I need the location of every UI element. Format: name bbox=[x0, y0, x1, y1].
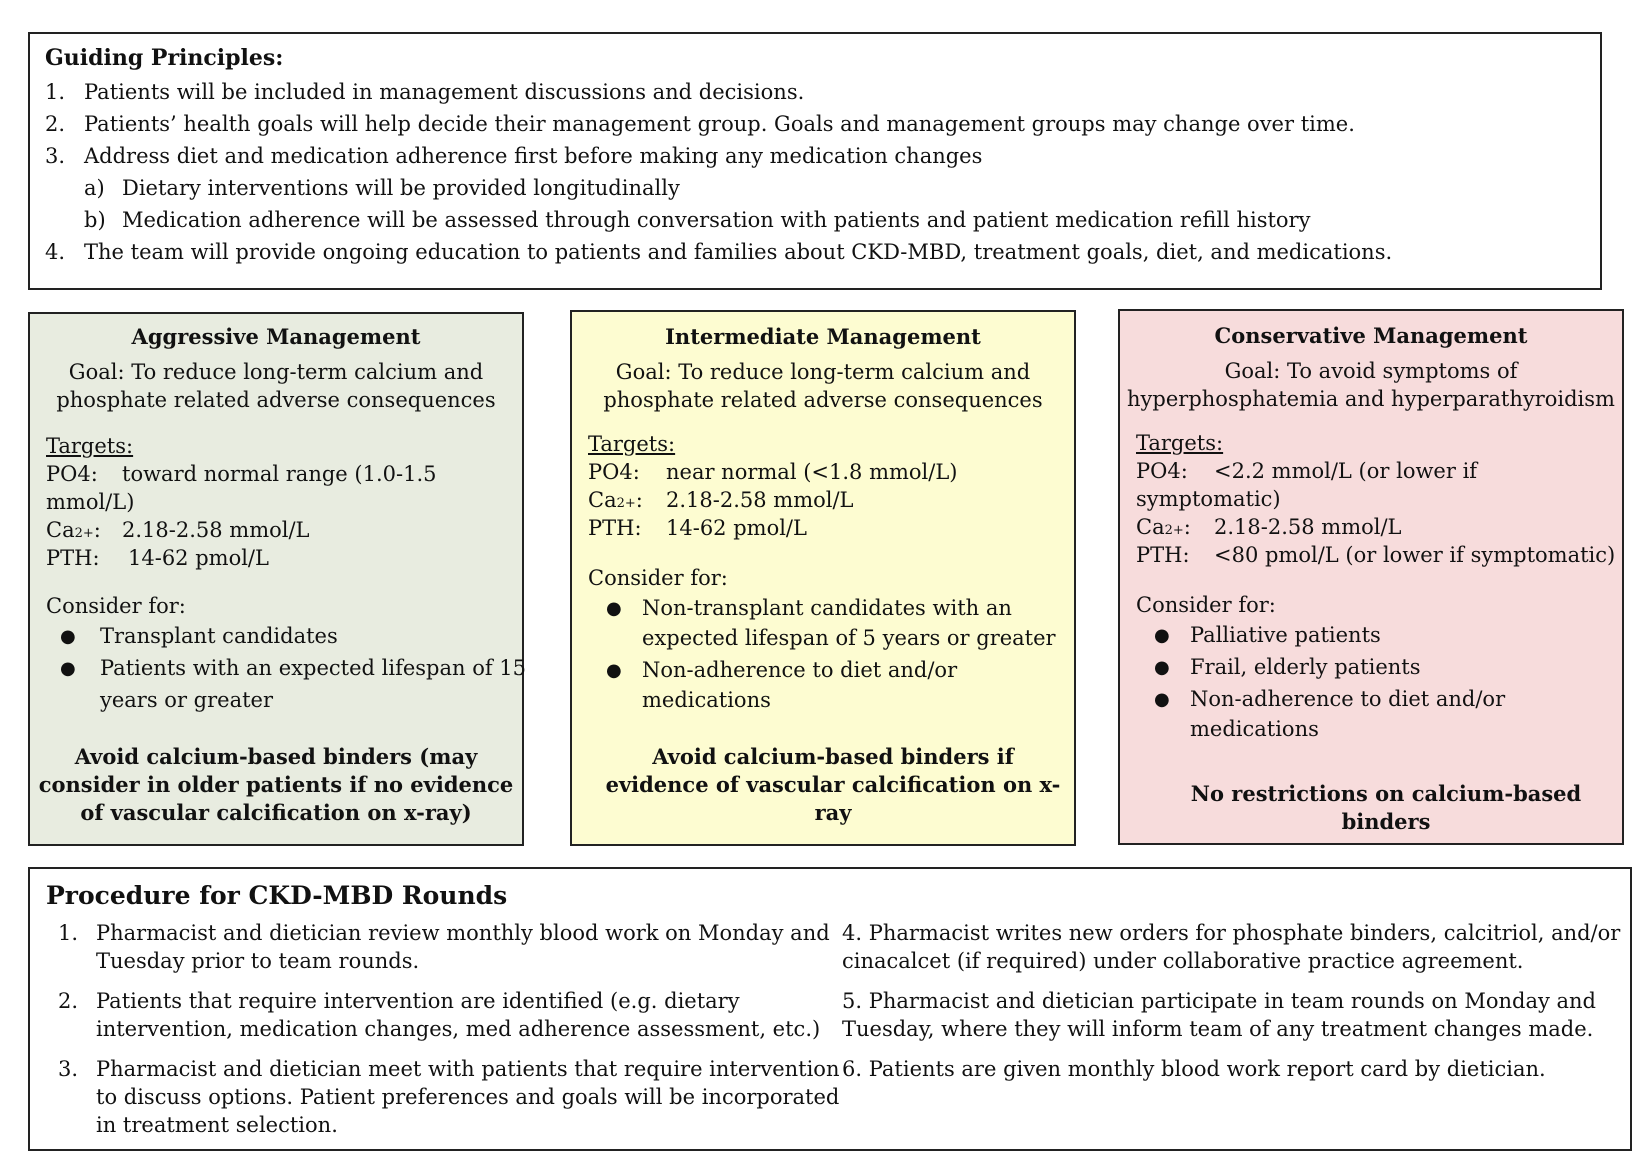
guiding-principles-box bbox=[28, 32, 1602, 290]
intermediate-pth-label: PTH: bbox=[588, 516, 642, 540]
aggressive-consider-2-cont: years or greater bbox=[100, 688, 273, 712]
procedure-step-3-line2: to discuss options. Patient preferences and goals will be incorporated bbox=[96, 1085, 840, 1109]
intermediate-ca-label: Ca2+: bbox=[588, 488, 643, 512]
bullet-icon: ● bbox=[60, 626, 76, 647]
aggressive-po4-value: toward normal range (1.0-1.5 bbox=[122, 462, 437, 486]
aggressive-po4-value-cont: mmol/L) bbox=[46, 490, 135, 514]
conservative-consider-1: Palliative patients bbox=[1190, 623, 1381, 647]
intermediate-ca-value: 2.18-2.58 mmol/L bbox=[666, 488, 854, 512]
aggressive-title: Aggressive Management bbox=[131, 324, 421, 349]
aggressive-targets-label: Targets: bbox=[46, 434, 134, 458]
bullet-icon: ● bbox=[1154, 689, 1170, 710]
conservative-consider-2: Frail, elderly patients bbox=[1190, 655, 1421, 679]
intermediate-note-line1: Avoid calcium-based binders if bbox=[652, 744, 1014, 769]
intermediate-pth-value: 14-62 pmol/L bbox=[666, 516, 807, 540]
principle-3: 3. Address diet and medication adherence first before making any medication changes bbox=[45, 144, 983, 168]
intermediate-consider-2: Non-adherence to diet and/or bbox=[642, 658, 958, 682]
aggressive-po4-label: PO4: bbox=[46, 462, 98, 486]
intermediate-management-box bbox=[570, 310, 1076, 846]
bullet-icon: ● bbox=[1154, 625, 1170, 646]
procedure-step-3-line1: Pharmacist and dietician meet with patients that require intervention bbox=[96, 1057, 840, 1081]
aggressive-pth-value: 14-62 pmol/L bbox=[128, 546, 269, 570]
bullet-icon: ● bbox=[1154, 657, 1170, 678]
bullet-icon: ● bbox=[60, 658, 76, 679]
bullet-icon: ● bbox=[606, 660, 622, 681]
conservative-po4-value: <2.2 mmol/L (or lower if bbox=[1214, 459, 1478, 483]
aggressive-pth-label: PTH: bbox=[46, 546, 100, 570]
procedure-step-2-line2: intervention, medication changes, med adherence assessment, etc.) bbox=[96, 1017, 821, 1041]
conservative-pth-label: PTH: bbox=[1136, 543, 1190, 567]
conservative-note-line1: No restrictions on calcium-based bbox=[1190, 781, 1582, 806]
aggressive-consider-1: Transplant candidates bbox=[100, 624, 338, 648]
conservative-ca-label: Ca2+: bbox=[1136, 515, 1191, 539]
conservative-pth-value: <80 pmol/L (or lower if symptomatic) bbox=[1214, 543, 1616, 567]
conservative-goal-line2: hyperphosphatemia and hyperparathyroidism bbox=[1127, 387, 1615, 411]
conservative-ca-value: 2.18-2.58 mmol/L bbox=[1214, 515, 1402, 539]
aggressive-note-line3: of vascular calcification on x-ray) bbox=[80, 800, 472, 825]
principle-3b: b) Medication adherence will be assessed through conversation with patients and patient medication refill history bbox=[84, 208, 1311, 232]
aggressive-goal-line1: Goal: To reduce long-term calcium and bbox=[68, 360, 484, 384]
conservative-consider-3: Non-adherence to diet and/or bbox=[1190, 687, 1506, 711]
intermediate-consider-2-cont: medications bbox=[642, 688, 771, 712]
intermediate-note-line3: ray bbox=[814, 800, 852, 825]
procedure-box bbox=[28, 867, 1632, 1151]
guiding-principles-title: Guiding Principles: bbox=[45, 45, 284, 71]
aggressive-consider-2: Patients with an expected lifespan of 15 bbox=[100, 656, 527, 680]
intermediate-consider-1-cont: expected lifespan of 5 years or greater bbox=[642, 626, 1056, 650]
conservative-note-line2: binders bbox=[1341, 809, 1431, 834]
procedure-step-4-line1: 4. Pharmacist writes new orders for phosphate binders, calcitriol, and/or bbox=[842, 921, 1621, 945]
aggressive-goal-line2: phosphate related adverse consequences bbox=[56, 388, 496, 412]
intermediate-po4-value: near normal (<1.8 mmol/L) bbox=[666, 460, 958, 484]
intermediate-consider-1: Non-transplant candidates with an bbox=[642, 596, 1012, 620]
intermediate-note-line2: evidence of vascular calcification on x- bbox=[605, 772, 1061, 797]
principle-3a: a) Dietary interventions will be provided longitudinally bbox=[84, 176, 680, 200]
procedure-step-6-line1: 6. Patients are given monthly blood work report card by dietician. bbox=[842, 1057, 1546, 1081]
intermediate-title: Intermediate Management bbox=[665, 324, 981, 349]
conservative-management-box bbox=[1118, 309, 1624, 845]
conservative-title: Conservative Management bbox=[1214, 323, 1528, 348]
procedure-step-2-line1: Patients that require intervention are identified (e.g. dietary bbox=[96, 989, 740, 1013]
conservative-consider-label: Consider for: bbox=[1136, 593, 1276, 617]
principle-4: 4. The team will provide ongoing education to patients and families about CKD-MBD, treatment goals, diet, and medications. bbox=[45, 240, 1393, 264]
aggressive-management-box bbox=[28, 312, 527, 846]
procedure-step-1-num: 1. bbox=[58, 921, 79, 945]
aggressive-ca-label: Ca2+: bbox=[46, 518, 101, 542]
procedure-step-1-line1: Pharmacist and dietician review monthly blood work on Monday and bbox=[96, 921, 830, 945]
procedure-step-5-line1: 5. Pharmacist and dietician participate in team rounds on Monday and bbox=[842, 989, 1596, 1013]
conservative-consider-3-cont: medications bbox=[1190, 717, 1319, 741]
conservative-targets-label: Targets: bbox=[1136, 431, 1224, 455]
procedure-step-3-num: 3. bbox=[58, 1057, 79, 1081]
intermediate-targets-label: Targets: bbox=[588, 432, 676, 456]
procedure-step-3-line3: in treatment selection. bbox=[96, 1113, 338, 1137]
aggressive-note-line1: Avoid calcium-based binders (may bbox=[74, 744, 478, 769]
intermediate-goal-line2: phosphate related adverse consequences bbox=[603, 388, 1043, 412]
principle-1: 1. Patients will be included in management discussions and decisions. bbox=[45, 80, 805, 104]
bullet-icon: ● bbox=[606, 598, 622, 619]
procedure-step-2-num: 2. bbox=[58, 989, 79, 1013]
procedure-step-1-line2: Tuesday prior to team rounds. bbox=[96, 949, 420, 973]
principle-2: 2. Patients’ health goals will help decide their management group. Goals and management groups may change over time. bbox=[45, 112, 1355, 136]
procedure-title: Procedure for CKD-MBD Rounds bbox=[46, 881, 508, 910]
intermediate-consider-label: Consider for: bbox=[588, 566, 728, 590]
aggressive-ca-value: 2.18-2.58 mmol/L bbox=[122, 518, 310, 542]
conservative-po4-value-cont: symptomatic) bbox=[1136, 487, 1281, 511]
intermediate-po4-label: PO4: bbox=[588, 460, 640, 484]
procedure-step-5-line2: Tuesday, where they will inform team of any treatment changes made. bbox=[842, 1017, 1594, 1041]
aggressive-note-line2: consider in older patients if no evidence bbox=[38, 772, 514, 797]
procedure-step-4-line2: cinacalcet (if required) under collaborative practice agreement. bbox=[842, 949, 1524, 973]
intermediate-goal-line1: Goal: To reduce long-term calcium and bbox=[615, 360, 1031, 384]
conservative-po4-label: PO4: bbox=[1136, 459, 1188, 483]
aggressive-consider-label: Consider for: bbox=[46, 594, 186, 618]
conservative-goal-line1: Goal: To avoid symptoms of bbox=[1224, 359, 1518, 383]
